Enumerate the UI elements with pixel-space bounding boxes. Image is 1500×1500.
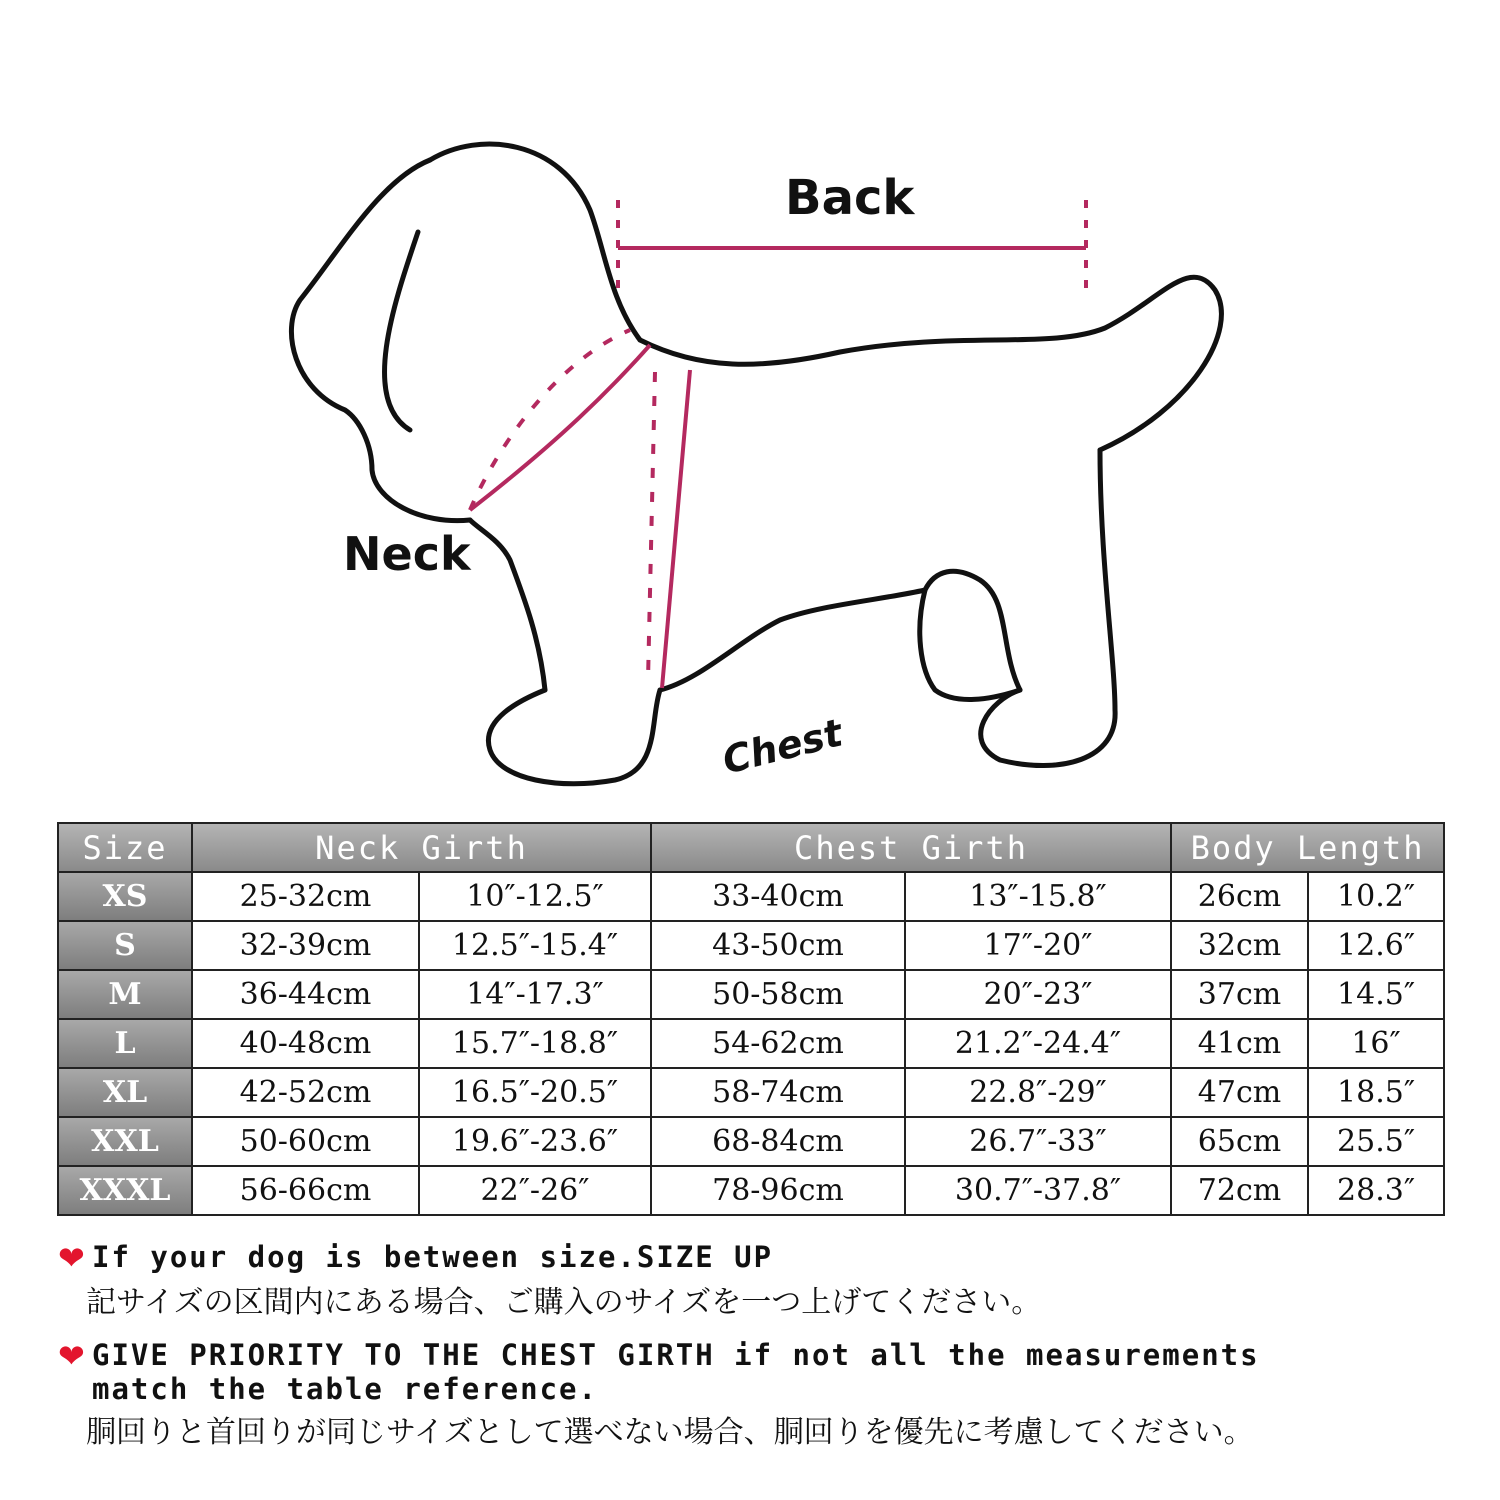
neck-cm-cell: 56-66cm [192,1166,419,1215]
chest-cm-cell: 43-50cm [651,921,905,970]
neck-in-cell: 16.5″-20.5″ [419,1068,651,1117]
table-row [58,1117,1444,1166]
neck-in-cell: 14″-17.3″ [419,970,651,1019]
dog-outline [291,144,1221,784]
chest-cm-cell: 68-84cm [651,1117,905,1166]
neck-in-cell: 12.5″-15.4″ [419,921,651,970]
length-cm-cell: 37cm [1171,970,1308,1019]
length-in-cell: 16″ [1308,1019,1444,1068]
length-cm-cell: 47cm [1171,1068,1308,1117]
chest-label: Chest [718,710,847,783]
length-in-cell: 25.5″ [1308,1117,1444,1166]
size-cell: L [58,1019,192,1068]
size-cell: XXL [58,1117,192,1166]
note-size-up [58,1240,1478,1324]
chest-cm-cell: 50-58cm [651,970,905,1019]
length-cm-cell: 72cm [1171,1166,1308,1215]
chest-cm-cell: 33-40cm [651,872,905,921]
length-in-cell: 12.6″ [1308,921,1444,970]
length-cm-cell: 26cm [1171,872,1308,921]
size-cell: S [58,921,192,970]
neck-cm-cell: 32-39cm [192,921,419,970]
neck-in-cell: 22″-26″ [419,1166,651,1215]
chest-cm-cell: 58-74cm [651,1068,905,1117]
chest-in-cell: 22.8″-29″ [905,1068,1171,1117]
table-row [58,1068,1444,1117]
neck-cm-cell: 42-52cm [192,1068,419,1117]
size-cell: XXXL [58,1166,192,1215]
length-cm-cell: 32cm [1171,921,1308,970]
chest-in-cell: 20″-23″ [905,970,1171,1019]
size-chart-table [57,822,1445,1216]
table-row [58,1166,1444,1215]
table-header-row [58,823,1444,872]
size-cell: M [58,970,192,1019]
table-row [58,970,1444,1019]
table-row [58,921,1444,970]
header-body-length: Body Length [1171,823,1444,872]
note-chest-priority [58,1338,1478,1454]
heart-icon: ❤ [58,1337,85,1375]
chest-cm-cell: 78-96cm [651,1166,905,1215]
heart-icon: ❤ [58,1239,85,1277]
chest-cm-cell: 54-62cm [651,1019,905,1068]
table-row [58,872,1444,921]
note-text: If your dog is between size.SIZE UP [92,1240,774,1274]
table-row [58,1019,1444,1068]
length-cm-cell: 41cm [1171,1019,1308,1068]
length-in-cell: 18.5″ [1308,1068,1444,1117]
neck-in-cell: 15.7″-18.8″ [419,1019,651,1068]
note-text: GIVE PRIORITY TO THE CHEST GIRTH if not all the measurements match the table reference. [92,1338,1260,1406]
note-text-jp: 胴回りと首回りが同じサイズとして選べない場合、胴回りを優先に考慮してください。 [86,1415,1254,1450]
neck-cm-cell: 25-32cm [192,872,419,921]
size-cell: XS [58,872,192,921]
neck-in-cell: 19.6″-23.6″ [419,1117,651,1166]
back-label: Back [785,170,915,226]
header-neck-girth: Neck Girth [192,823,651,872]
header-size: Size [58,823,192,872]
length-in-cell: 28.3″ [1308,1166,1444,1215]
chest-in-cell: 21.2″-24.4″ [905,1019,1171,1068]
length-cm-cell: 65cm [1171,1117,1308,1166]
neck-cm-cell: 36-44cm [192,970,419,1019]
neck-in-cell: 10″-12.5″ [419,872,651,921]
neck-cm-cell: 40-48cm [192,1019,419,1068]
chest-in-cell: 17″-20″ [905,921,1171,970]
note-text-jp: 記サイズの区間内にある場合、ご購入のサイズを一つ上げてください。 [86,1285,1042,1320]
chest-in-cell: 26.7″-33″ [905,1117,1171,1166]
measurement-lines [470,200,1086,688]
size-cell: XL [58,1068,192,1117]
neck-label: Neck [343,527,471,581]
length-in-cell: 10.2″ [1308,872,1444,921]
length-in-cell: 14.5″ [1308,970,1444,1019]
neck-cm-cell: 50-60cm [192,1117,419,1166]
header-chest-girth: Chest Girth [651,823,1171,872]
chest-in-cell: 13″-15.8″ [905,872,1171,921]
chest-in-cell: 30.7″-37.8″ [905,1166,1171,1215]
